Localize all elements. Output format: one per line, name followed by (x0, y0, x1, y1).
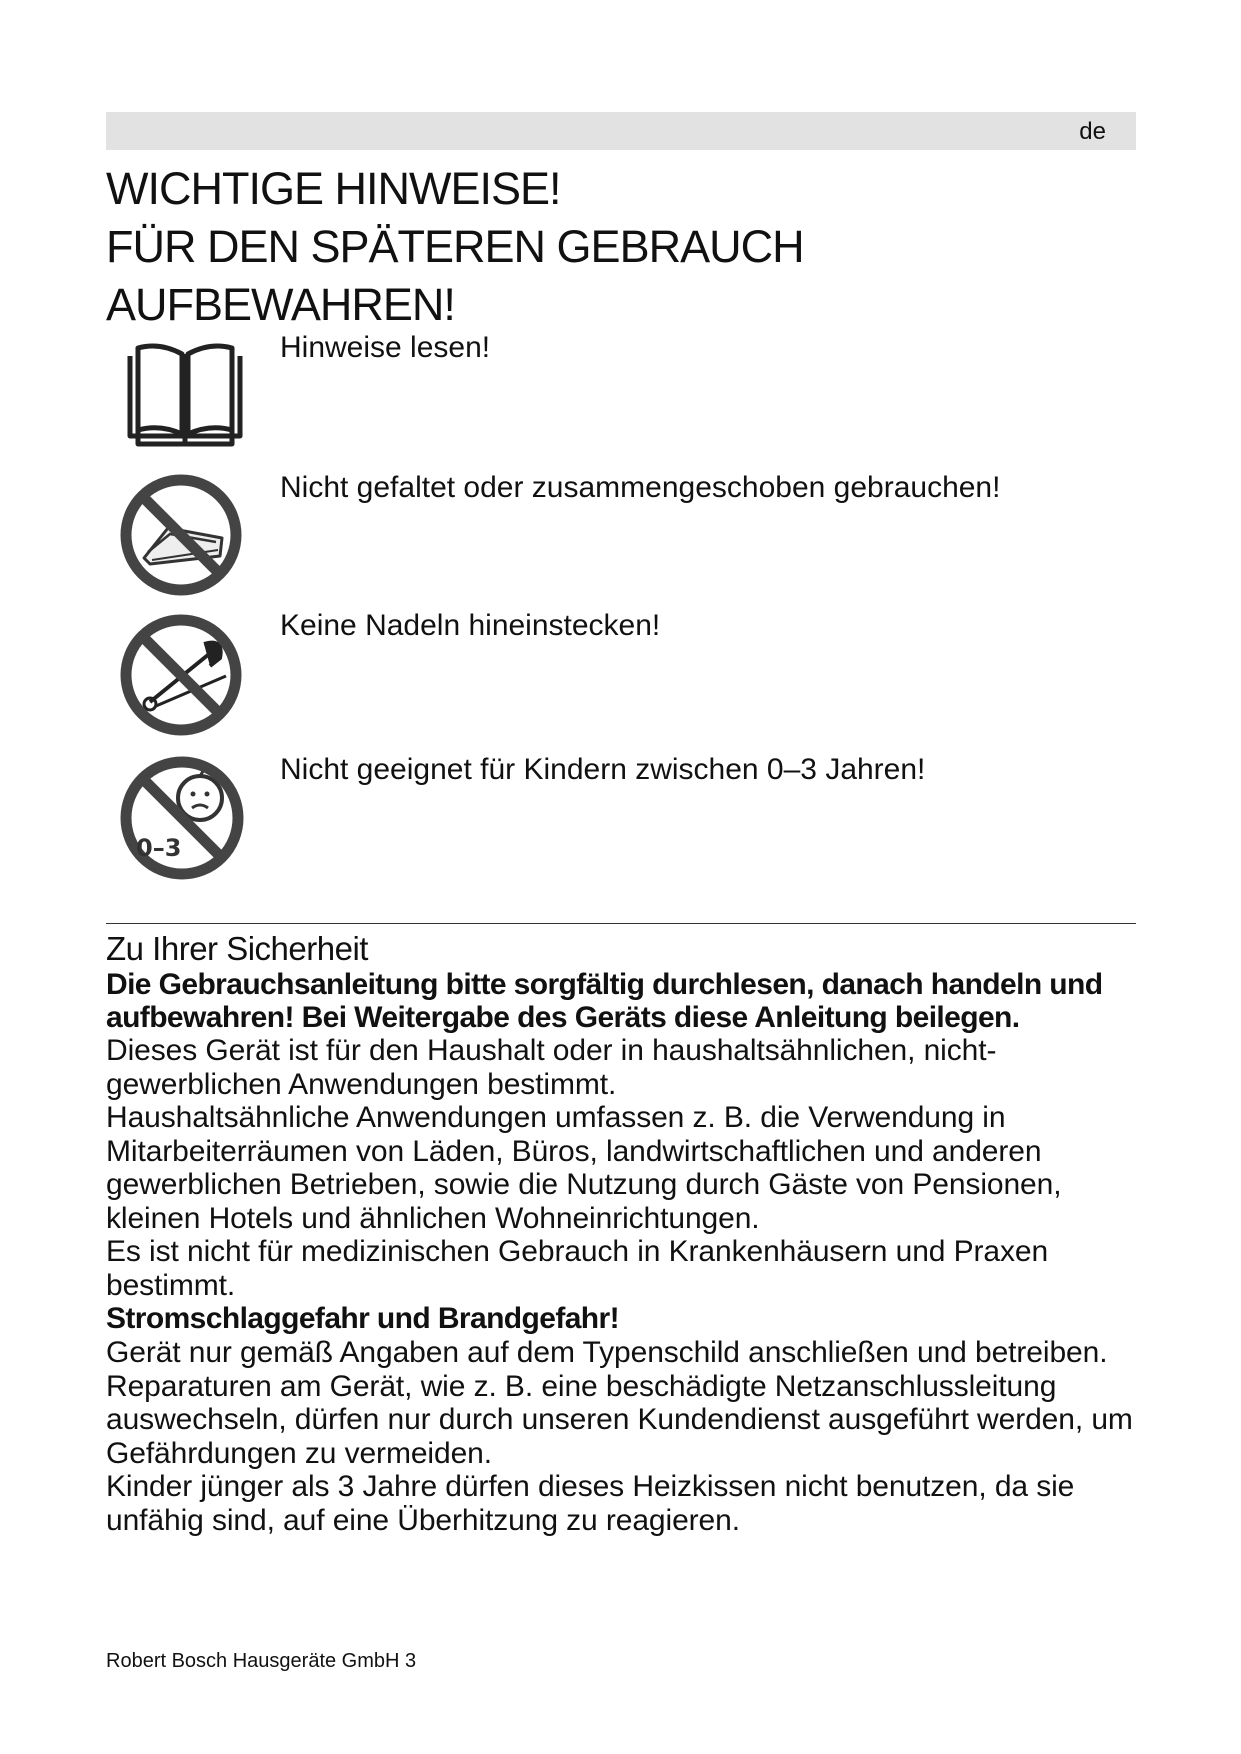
language-code: de (1079, 118, 1106, 145)
safety-lead: Die Gebrauchsanleitung bitte sorgfältig durchlesen, danach handeln und aufbewahren! Bei Weitergabe des Geräts diese Anleitung beilegen. (106, 968, 1103, 1034)
section-divider (106, 923, 1136, 924)
safety-paragraph: Dieses Gerät ist für den Haushalt oder in haushaltsähnlichen, nicht-gewerblichen Anwendungen bestimmt. (106, 1034, 997, 1101)
no-pins-icon (116, 610, 246, 740)
safety-paragraph: Kinder jünger als 3 Jahre dürfen dieses Heizkissen nicht benutzen, da sie unfähig sind, auf eine Überhitzung zu reagieren. (106, 1470, 1075, 1537)
title-line: FÜR DEN SPÄTEREN GEBRAUCH (106, 221, 804, 272)
footer-text: Robert Bosch Hausgeräte GmbH 3 (106, 1650, 417, 1672)
notice-text: Keine Nadeln hineinstecken! (280, 609, 661, 642)
notice-text: Hinweise lesen! (280, 331, 491, 364)
title-line: AUFBEWAHREN! (106, 279, 455, 330)
safety-heading: Zu Ihrer Sicherheit (106, 930, 368, 967)
notice-text: Nicht gefaltet oder zusammengeschoben gebrauchen! (280, 471, 1001, 504)
book-icon (116, 334, 254, 452)
safety-section (106, 930, 1136, 1537)
safety-paragraph: Haushaltsähnliche Anwendungen umfassen z. B. die Verwendung in Mitarbeiterräumen von Läden, Büros, landwirtschaftlichen und anderen gewerblichen Betrieben, sowie die Nutzung durch Gäste von Pensionen, kleinen Hotels und ähnlichen Wohneinrichtungen. (106, 1101, 1062, 1235)
safety-paragraph: Reparaturen am Gerät, wie z. B. eine beschädigte Netzanschlussleitung auswechseln, dürfen nur durch unseren Kundendienst ausgeführt werden, um Gefährdungen zu vermeiden. (106, 1369, 1133, 1470)
no-folding-icon (116, 470, 246, 600)
safety-paragraph: Gerät nur gemäß Angaben auf dem Typenschild anschließen und betreiben. (106, 1336, 1108, 1369)
safety-subheading: Stromschlaggefahr und Brandgefahr! (106, 1302, 619, 1335)
not-for-children-icon (116, 752, 248, 884)
page-title (106, 160, 1136, 334)
title-line: WICHTIGE HINWEISE! (106, 163, 561, 214)
notice-text: Nicht geeignet für Kindern zwischen 0–3 Jahren! (280, 753, 926, 786)
header-bar (106, 112, 1136, 150)
safety-paragraph: Es ist nicht für medizinischen Gebrauch in Krankenhäusern und Praxen bestimmt. (106, 1235, 1049, 1302)
age-label: 0–3 (136, 834, 182, 862)
